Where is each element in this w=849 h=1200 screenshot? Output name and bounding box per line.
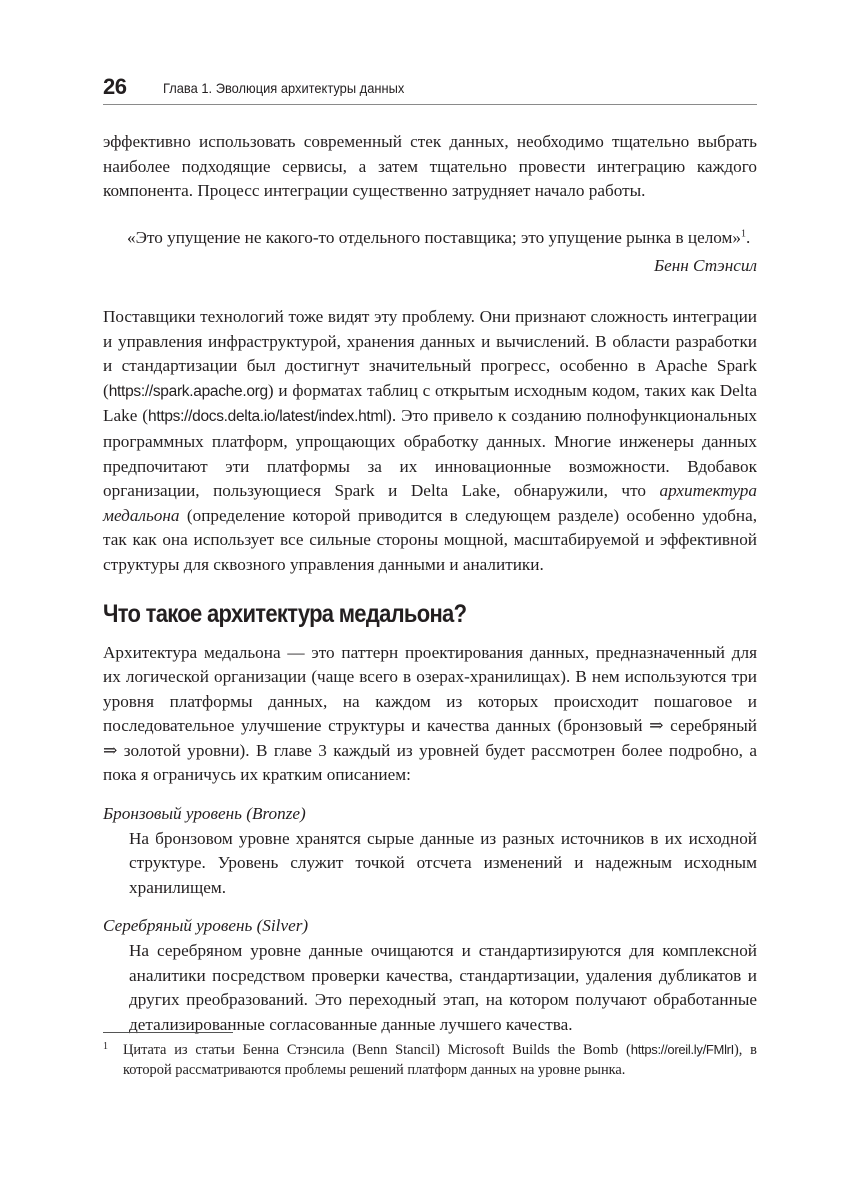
delta-link[interactable]: https://docs.delta.io/latest/index.html bbox=[148, 408, 387, 426]
definition-list bbox=[103, 802, 757, 1037]
section-intro-paragraph: Архитектура медальона — это паттерн проектирования данных, предназначенный для их логической организации (чаще всего в озерах-хранилищах). В нем используются три уровня платформы данных, на каждом из которых происходит пошаговое и последовательное улучшение структуры и качества данных (бронзовый ⇒ серебряный ⇒ золотой уровни). В главе 3 каждый из уровней будет рассмотрен более подробно, а пока я ограничусь их кратким описанием: bbox=[103, 642, 757, 785]
footnote-reference[interactable]: 1 bbox=[741, 228, 747, 240]
epigraph-quote bbox=[103, 226, 757, 251]
running-header bbox=[103, 74, 757, 105]
text-run: (определение которой приводится в следующем разделе) особенно удобна, так как она использует все сильные стороны мощной, масштабируемой и эффективной структуры для сквозного управления данными и аналитики. bbox=[103, 505, 757, 574]
text-run: Цитата из статьи Бенна Стэнсила (Benn Stancil) Microsoft Builds the Bomb ( bbox=[123, 1042, 631, 1058]
section-heading: Что такое архитектура медальона? bbox=[103, 599, 467, 628]
text-run: ) и форматах таблиц с открытым исходным кодом, таких как Delta Lake ( bbox=[103, 380, 757, 426]
vendors-paragraph bbox=[103, 305, 757, 578]
page-body bbox=[103, 130, 757, 1037]
definition-bronze: На бронзовом уровне хранятся сырые данные из разных источников в их исходной структуре. Уровень служит точкой отсчета изменений и надежным исходным хранилищем. bbox=[129, 828, 757, 897]
text-run: ). Это привело к созданию полнофункциональных программных платформ, упрощающих обработку данных. Многие инженеры данных предпочитают эти платформы за их инновационные возможности. Вдобавок организации, пользующиеся Spark и Delta Lake, обнаружили, что bbox=[103, 406, 757, 501]
page-number: 26 bbox=[103, 74, 127, 99]
definition-silver: На серебряном уровне данные очищаются и стандартизируются для комплексной аналитики посредством проверки качества, стандартизации, удаления дубликатов и других преобразований. Это переходный этап, на котором получают обработанные детализированные согласованные данные лучшего качества. bbox=[129, 941, 757, 1034]
spark-link[interactable]: https://spark.apache.org bbox=[108, 382, 268, 400]
text-run: Поставщики технологий тоже видят эту проблему. Они признают сложность интеграции и управления инфраструктурой, хранения данных и вычислений. В области разработки и стандартизации был достигнут значительный прогресс, особенно в Apache Spark ( bbox=[103, 306, 757, 400]
intro-paragraph: эффективно использовать современный стек данных, необходимо тщательно выбрать наиболее подходящие сервисы, а затем тщательно провести интеграцию каждого компонента. Процесс интеграции существенно затрудняет начало работы. bbox=[103, 132, 757, 201]
quote-trailing: . bbox=[746, 227, 751, 247]
term-bronze: Бронзовый уровень (Bronze) bbox=[103, 804, 306, 824]
footnote-divider bbox=[103, 1032, 233, 1033]
footnote bbox=[103, 1040, 757, 1080]
footnote-text bbox=[103, 1040, 757, 1080]
footnote-link[interactable]: https://oreil.ly/FMlrI bbox=[630, 1042, 734, 1057]
emphasis-term: архитектура медальона bbox=[103, 481, 757, 525]
footnote-mark: 1 bbox=[103, 1041, 108, 1052]
quote-text: «Это упущение не какого-то отдельного поставщика; это упущение рынка в целом» bbox=[127, 227, 742, 247]
chapter-title: Глава 1. Эволюция архитектуры данных bbox=[163, 80, 405, 96]
quote-author: Бенн Стэнсил bbox=[653, 256, 757, 276]
term-silver: Серебряный уровень (Silver) bbox=[103, 916, 309, 936]
text-run: ), в которой рассматриваются проблемы решений платформ данных на уровне рынка. bbox=[123, 1042, 757, 1078]
